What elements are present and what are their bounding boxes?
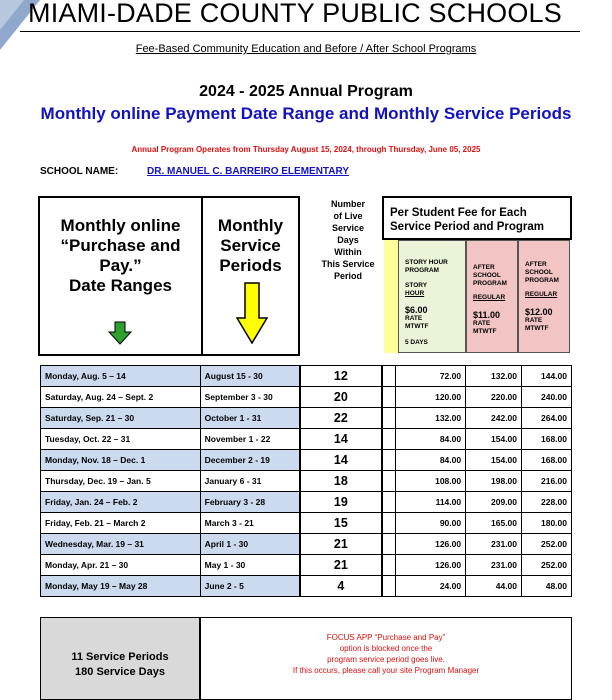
purchase-range-cell: Monday, Nov. 18 – Dec. 1 <box>41 450 201 471</box>
spacer-cell <box>382 576 396 597</box>
program-rate: RATE <box>473 320 491 327</box>
yellow-spacer-column <box>384 240 398 353</box>
live-days-cell: 4 <box>300 576 382 597</box>
header-line: Within <box>334 247 362 257</box>
purchase-range-cell: Monday, May 19 – May 28 <box>41 576 201 597</box>
spacer-cell <box>382 366 396 387</box>
live-days-cell: 20 <box>300 387 382 408</box>
story-hour-fee-cell: 90.00 <box>396 513 466 534</box>
service-period-cell: March 3 - 21 <box>200 513 300 534</box>
after-school-11-fee-cell: 154.00 <box>466 450 522 471</box>
after-school-12-fee-cell: 168.00 <box>522 429 572 450</box>
live-days-cell: 14 <box>300 450 382 471</box>
service-period-cell: February 3 - 28 <box>200 492 300 513</box>
live-days-cell: 19 <box>300 492 382 513</box>
note-line: If this occurs, please call your site Program Manager <box>292 666 480 675</box>
summary-box <box>40 617 200 700</box>
school-name-label: SCHOOL NAME: <box>40 166 119 177</box>
spacer-cell <box>382 513 396 534</box>
spacer-cell <box>382 429 396 450</box>
after-school-12-header <box>518 240 570 353</box>
operates-note: Annual Program Operates from Thursday August 15, 2024, through Thursday, June 05, 2025 <box>131 145 481 154</box>
program-days: MTWTF <box>473 328 497 335</box>
after-school-12-fee-cell: 168.00 <box>522 450 572 471</box>
header-line: Monthly <box>217 216 284 235</box>
story-hour-fee-cell: 84.00 <box>396 450 466 471</box>
after-school-12-fee-cell: 228.00 <box>522 492 572 513</box>
spacer-cell <box>382 408 396 429</box>
story-hour-program-header <box>398 240 466 353</box>
purchase-range-cell: Monday, Aug. 5 – 14 <box>41 366 201 387</box>
header-line: of Live <box>333 211 363 221</box>
header-line: Service <box>331 223 365 233</box>
program-subtitle: Fee-Based Community Education and Before / After School Programs <box>135 43 477 55</box>
service-period-cell: December 2 - 19 <box>200 450 300 471</box>
header-date-ranges <box>38 196 203 356</box>
program-days: MTWTF <box>405 323 429 330</box>
program-price: $6.00 <box>405 305 428 315</box>
program-name: AFTER <box>473 264 495 271</box>
table-row <box>41 555 572 576</box>
header-line: Period <box>333 271 362 281</box>
program-name: AFTER <box>525 261 547 268</box>
live-days-cell: 15 <box>300 513 382 534</box>
program-rate: RATE <box>525 317 543 324</box>
after-school-11-fee-cell: 198.00 <box>466 471 522 492</box>
after-school-11-fee-cell: 165.00 <box>466 513 522 534</box>
after-school-12-fee-cell: 252.00 <box>522 555 572 576</box>
table-row <box>41 492 572 513</box>
after-school-12-fee-cell: 264.00 <box>522 408 572 429</box>
table-row <box>41 576 572 597</box>
purchase-range-cell: Tuesday, Oct. 22 – 31 <box>41 429 201 450</box>
header-fee <box>382 196 572 240</box>
after-school-11-fee-cell: 242.00 <box>466 408 522 429</box>
header-line: Days <box>337 235 359 245</box>
header-line: Periods <box>219 256 282 275</box>
after-school-12-fee-cell: 180.00 <box>522 513 572 534</box>
live-days-cell: 21 <box>300 555 382 576</box>
after-school-12-fee-cell: 216.00 <box>522 471 572 492</box>
program-days: MTWTF <box>525 325 549 332</box>
program-type: REGULAR <box>525 291 558 298</box>
spacer-cell <box>382 450 396 471</box>
main-title: Monthly online Payment Date Range and Monthly Service Periods <box>40 104 572 123</box>
service-period-cell: June 2 - 5 <box>200 576 300 597</box>
header-line: Service Period and Program <box>390 221 545 233</box>
spacer-cell <box>382 471 396 492</box>
after-school-11-fee-cell: 209.00 <box>466 492 522 513</box>
program-price: $11.00 <box>473 310 501 320</box>
spacer-cell <box>382 534 396 555</box>
header-line: Number <box>330 199 365 209</box>
live-days-cell: 14 <box>300 429 382 450</box>
after-school-12-fee-cell: 48.00 <box>522 576 572 597</box>
arrow-down-icon <box>108 321 132 345</box>
purchase-range-cell: Saturday, Aug. 24 – Sept. 2 <box>41 387 201 408</box>
story-hour-fee-cell: 114.00 <box>396 492 466 513</box>
spacer-cell <box>382 387 396 408</box>
program-price: $12.00 <box>525 307 553 317</box>
after-school-12-fee-cell: 252.00 <box>522 534 572 555</box>
after-school-12-fee-cell: 240.00 <box>522 387 572 408</box>
purchase-range-cell: Wednesday, Mar. 19 – 31 <box>41 534 201 555</box>
live-days-cell: 21 <box>300 534 382 555</box>
header-line: Pay.” <box>99 256 142 275</box>
after-school-11-fee-cell: 154.00 <box>466 429 522 450</box>
service-period-cell: November 1 - 22 <box>200 429 300 450</box>
program-day-count: 5 DAYS <box>405 339 428 346</box>
header-line: Per Student Fee for Each <box>390 207 527 219</box>
table-row <box>41 408 572 429</box>
story-hour-fee-cell: 24.00 <box>396 576 466 597</box>
purchase-range-cell: Friday, Jan. 24 – Feb. 2 <box>41 492 201 513</box>
program-name: PROGRAM <box>405 267 439 274</box>
header-line: This Service <box>321 259 375 269</box>
after-school-12-fee-cell: 144.00 <box>522 366 572 387</box>
district-banner: MIAMI-DADE COUNTY PUBLIC SCHOOLS <box>28 0 562 28</box>
live-days-cell: 22 <box>300 408 382 429</box>
header-live-days <box>314 198 382 282</box>
table-row <box>41 471 572 492</box>
header-line: Monthly online <box>60 216 181 235</box>
story-hour-fee-cell: 132.00 <box>396 408 466 429</box>
story-hour-fee-cell: 126.00 <box>396 534 466 555</box>
table-row <box>41 513 572 534</box>
summary-days: 180 Service Days <box>75 666 165 678</box>
after-school-11-fee-cell: 132.00 <box>466 366 522 387</box>
summary-periods: 11 Service Periods <box>71 651 169 663</box>
note-line: program service period goes live. <box>327 655 445 664</box>
focus-app-note <box>200 617 572 700</box>
after-school-11-fee-cell: 44.00 <box>466 576 522 597</box>
note-line: FOCUS APP “Purchase and Pay” <box>326 633 446 642</box>
service-period-cell: April 1 - 30 <box>200 534 300 555</box>
service-period-cell: May 1 - 30 <box>200 555 300 576</box>
story-hour-fee-cell: 84.00 <box>396 429 466 450</box>
banner-rule <box>20 31 580 32</box>
table-row <box>41 366 572 387</box>
school-name: DR. MANUEL C. BARREIRO ELEMENTARY <box>147 166 350 177</box>
program-name: SCHOOL <box>473 272 501 279</box>
header-service-periods <box>201 196 300 356</box>
purchase-range-cell: Thursday, Dec. 19 – Jan. 5 <box>41 471 201 492</box>
corner-decoration-light <box>0 0 24 30</box>
program-name: STORY HOUR <box>405 259 448 266</box>
header-line: Date Ranges <box>69 276 172 295</box>
service-period-cell: January 6 - 31 <box>200 471 300 492</box>
story-hour-fee-cell: 108.00 <box>396 471 466 492</box>
purchase-range-cell: Friday, Feb. 21 – March 2 <box>41 513 201 534</box>
table-row <box>41 534 572 555</box>
program-name: PROGRAM <box>525 277 559 284</box>
after-school-11-fee-cell: 231.00 <box>466 534 522 555</box>
note-line: option is blocked once the <box>339 644 433 653</box>
service-period-cell: September 3 - 30 <box>200 387 300 408</box>
program-name: SCHOOL <box>525 269 553 276</box>
program-type: STORY <box>405 282 428 289</box>
service-period-cell: October 1 - 31 <box>200 408 300 429</box>
program-type: REGULAR <box>473 294 506 301</box>
table-row <box>41 429 572 450</box>
story-hour-fee-cell: 126.00 <box>396 555 466 576</box>
story-hour-fee-cell: 72.00 <box>396 366 466 387</box>
after-school-11-fee-cell: 220.00 <box>466 387 522 408</box>
live-days-cell: 12 <box>300 366 382 387</box>
spacer-cell <box>382 492 396 513</box>
header-line: “Purchase and <box>60 236 181 255</box>
program-rate: RATE <box>405 315 423 322</box>
story-hour-fee-cell: 120.00 <box>396 387 466 408</box>
spacer-cell <box>382 555 396 576</box>
live-days-cell: 18 <box>300 471 382 492</box>
year-title: 2024 - 2025 Annual Program <box>199 83 413 100</box>
program-name: PROGRAM <box>473 280 507 287</box>
after-school-11-header <box>466 240 518 353</box>
table-row <box>41 387 572 408</box>
purchase-range-cell: Monday, Apr. 21 – 30 <box>41 555 201 576</box>
arrow-down-icon <box>236 282 268 344</box>
table-row <box>41 450 572 471</box>
service-period-cell: August 15 - 30 <box>200 366 300 387</box>
header-line: Service <box>220 236 281 255</box>
schedule-table <box>40 365 572 597</box>
after-school-11-fee-cell: 231.00 <box>466 555 522 576</box>
purchase-range-cell: Saturday, Sep. 21 – 30 <box>41 408 201 429</box>
program-type: HOUR <box>405 290 425 297</box>
